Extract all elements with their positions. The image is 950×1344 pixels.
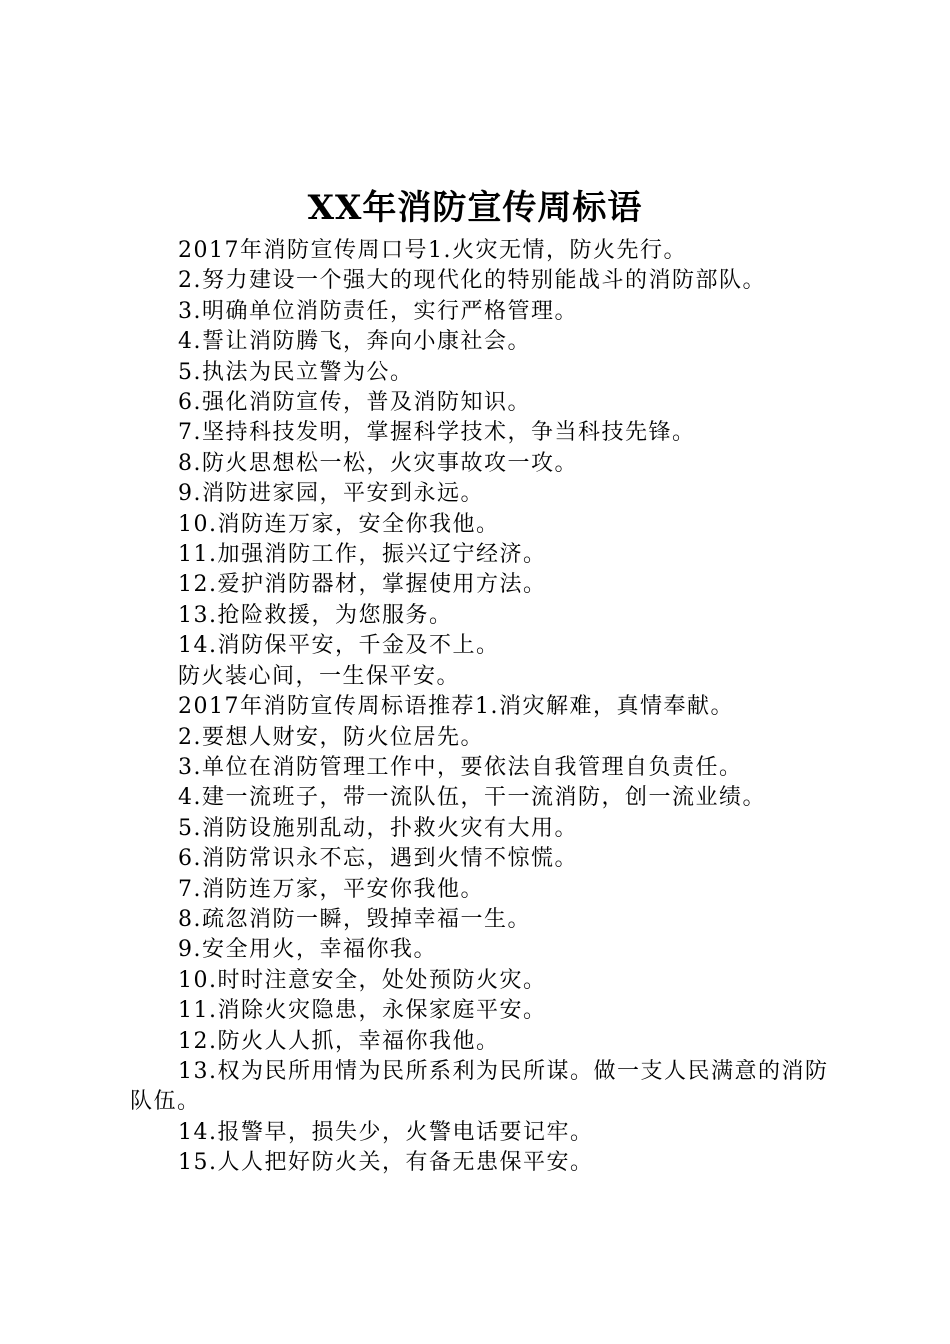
text-line: 13.抢险救援，为您服务。 [178,602,453,628]
text-line: 14.消防保平安，千金及不上。 [178,633,500,659]
text-line: 5.消防设施别乱动，扑救火灾有大用。 [178,815,578,841]
text-line: 8.防火思想松一松，火灾事故攻一攻。 [178,450,578,476]
text-line: 4.誓让消防腾飞，奔向小康社会。 [178,329,531,355]
text-line-wrapped: 13.权为民所用情为民所系利为民所谋。做一支人民满意的消防队伍。 [130,1058,829,1115]
text-line: 4.建一流班子，带一流队伍，干一流消防，创一流业绩。 [178,785,766,811]
text-line: 5.执法为民立警为公。 [178,359,414,385]
text-line: 9.消防进家园，平安到永远。 [178,481,484,507]
text-line: 6.强化消防宣传，普及消防知识。 [178,390,531,416]
text-line: 11.消除火灾隐患，永保家庭平安。 [178,998,547,1024]
text-line: 10.消防连万家，安全你我他。 [178,511,500,537]
document-title: XX年消防宣传周标语 [307,188,643,228]
text-line: 10.时时注意安全，处处预防火灾。 [178,967,547,993]
text-line: 11.加强消防工作，振兴辽宁经济。 [178,542,547,568]
text-line: 2.要想人财安，防火位居先。 [178,724,484,750]
text-line: 15.人人把好防火关，有备无患保平安。 [178,1150,594,1176]
text-line: 12.爱护消防器材，掌握使用方法。 [178,572,547,598]
text-line: 14.报警早，损失少，火警电话要记牢。 [178,1119,594,1145]
text-line: 防火装心间，一生保平安。 [178,663,461,689]
text-line: 3.明确单位消防责任，实行严格管理。 [178,298,578,324]
text-line: 12.防火人人抓，幸福你我他。 [178,1028,500,1054]
text-line: 7.坚持科技发明，掌握科学技术，争当科技先锋。 [178,420,696,446]
text-line: 9.安全用火，幸福你我。 [178,937,437,963]
text-line: 6.消防常识永不忘，遇到火情不惊慌。 [178,846,578,872]
text-line: 7.消防连万家，平安你我他。 [178,876,484,902]
text-line: 8.疏忽消防一瞬，毁掉幸福一生。 [178,906,531,932]
document-body [130,236,830,1179]
text-line: 2017年消防宣传周标语推荐1.消灾解难，真情奉献。 [178,694,734,720]
text-line: 3.单位在消防管理工作中，要依法自我管理自负责任。 [178,754,743,780]
text-line: 2017年消防宣传周口号1.火灾无情，防火先行。 [178,238,687,263]
text-line: 2.努力建设一个强大的现代化的特别能战斗的消防部队。 [178,268,766,294]
